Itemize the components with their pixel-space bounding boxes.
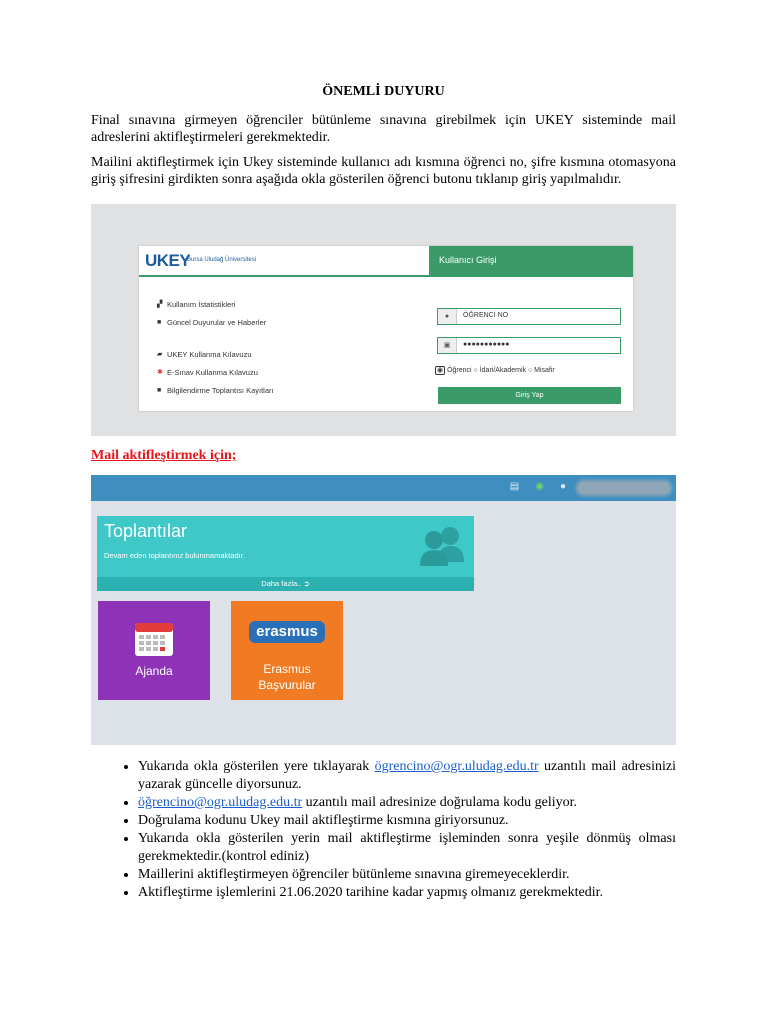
meetings-more-link[interactable]: Daha fazla.. ➲ [97, 577, 474, 591]
check-circle-icon[interactable]: ◉ [535, 481, 544, 492]
menu-label: Bilgilendirme Toplantısı Kayıtları [167, 386, 274, 395]
erasmus-label: Erasmus Başvurular [258, 662, 316, 692]
chart-icon: ▞ [157, 301, 163, 308]
menu-item-news[interactable] [157, 318, 274, 328]
list-item: • öğrencino@ogr.uludag.edu.tr uzantılı mail adresinize doğrulama kodu geliyor. [138, 794, 676, 812]
ajanda-label: Ajanda [135, 664, 173, 678]
users-icon [416, 526, 468, 566]
menu-label: E-Sınav Kullanma Kılavuzu [167, 368, 258, 377]
email-link[interactable]: öğrencino@ogr.uludag.edu.tr [138, 795, 303, 810]
ajanda-tile[interactable] [98, 601, 210, 700]
meetings-tile[interactable] [97, 516, 474, 591]
section-heading: Mail aktifleştirmek için; [91, 448, 237, 463]
ukey-logo: UKEY [145, 251, 191, 270]
erasmus-logo: erasmus [249, 621, 325, 643]
radio-idari[interactable]: ○ İdari/Akademik [473, 367, 527, 374]
star-icon: ✱ [157, 369, 163, 376]
password-field[interactable] [437, 337, 621, 354]
menu-item-statistics[interactable] [157, 300, 274, 310]
password-value: ●●●●●●●●●●● [463, 341, 510, 348]
paragraph-1: Final sınavına girmeyen öğrenciler bütünleme sınavına girebilmek için UKEY sisteminde mail adreslerini aktifleştirmeleri gerekmektedir. [91, 113, 676, 145]
paragraph-2: Mailini aktifleştirmek için Ukey sisteminde kullanıcı adı kısmına öğrenci no, şifre kısmına otomasyona giriş şifresini girdikten sonra aşağıda okla gösterilen öğrenci butonu tıklanıp giriş yapılmalıdır. [91, 155, 676, 187]
list-icon[interactable]: ▤ [509, 481, 520, 492]
video-icon: ■ [157, 387, 162, 394]
radio-ogrenci[interactable]: ◉ Öğrenci [437, 367, 472, 374]
book-icon: ▰ [157, 351, 163, 358]
document-title: ÖNEMLİ DUYURU [322, 84, 445, 99]
document-page [91, 84, 676, 902]
user-icon: ● [438, 309, 457, 324]
login-title: Kullanıcı Girişi [439, 255, 497, 265]
menu-label: UKEY Kullanma Kılavuzu [167, 350, 252, 359]
radio-misafir[interactable]: ○ Misafir [527, 367, 555, 374]
list-item: • Aktifleştirme işlemlerini 21.06.2020 tarihine kadar yapmış olmanız gerekmektedir. [138, 884, 676, 902]
erasmus-tile[interactable] [231, 601, 343, 700]
menu-item-esinav[interactable] [157, 368, 274, 378]
menu-item-meetings[interactable] [157, 386, 274, 396]
menu-label: Güncel Duyurular ve Haberler [167, 318, 267, 327]
login-panel [139, 246, 633, 411]
blurred-username[interactable] [576, 480, 672, 496]
list-item: • Doğrulama kodunu Ukey mail aktifleştirme kısmına giriyorsunuz. [138, 812, 676, 830]
user-icon[interactable]: ● [559, 481, 566, 492]
list-item: • Yukarıda okla gösterilen yerin mail aktifleştirme işleminden sonra yeşile dönmüş olması gerekmektedir.(kontrol ediniz) [138, 830, 676, 866]
list-item: • Yukarıda okla gösterilen yere tıklayarak ögrencino@ogr.uludag.edu.tr uzantılı mail adresinizi yazarak güncelle diyorsunuz. [138, 758, 676, 794]
meetings-title: Toplantılar [104, 521, 188, 541]
info-menu [157, 300, 274, 396]
ukey-logo-subtitle: Bursa Uludağ Üniversitesi [187, 257, 257, 263]
user-type-radios [435, 366, 555, 374]
list-item: • Maillerini aktifleştirmeyen öğrenciler bütünleme sınavına giremeyeceklerdir. [138, 866, 676, 884]
instruction-list [91, 758, 676, 902]
ukey-login-screenshot [91, 204, 676, 436]
facebook-icon: ■ [157, 319, 162, 326]
dashboard-screenshot [91, 475, 676, 745]
username-value: ÖĞRENCİ NO [463, 312, 509, 319]
ukey-logo-area [139, 246, 429, 277]
login-button[interactable]: Giriş Yap [438, 387, 621, 404]
meetings-subtitle: Devam eden toplantınız bulunmamaktadır. [104, 551, 245, 560]
top-bar [91, 475, 676, 501]
email-link[interactable]: ögrencino@ogr.uludag.edu.tr [374, 759, 539, 774]
calendar-icon [134, 619, 174, 657]
menu-label: Kullanım İstatistikleri [167, 300, 236, 309]
lock-icon: ▣ [438, 338, 457, 353]
username-field[interactable] [437, 308, 621, 325]
menu-item-guide[interactable] [157, 350, 274, 360]
topbar-icons [510, 481, 566, 492]
